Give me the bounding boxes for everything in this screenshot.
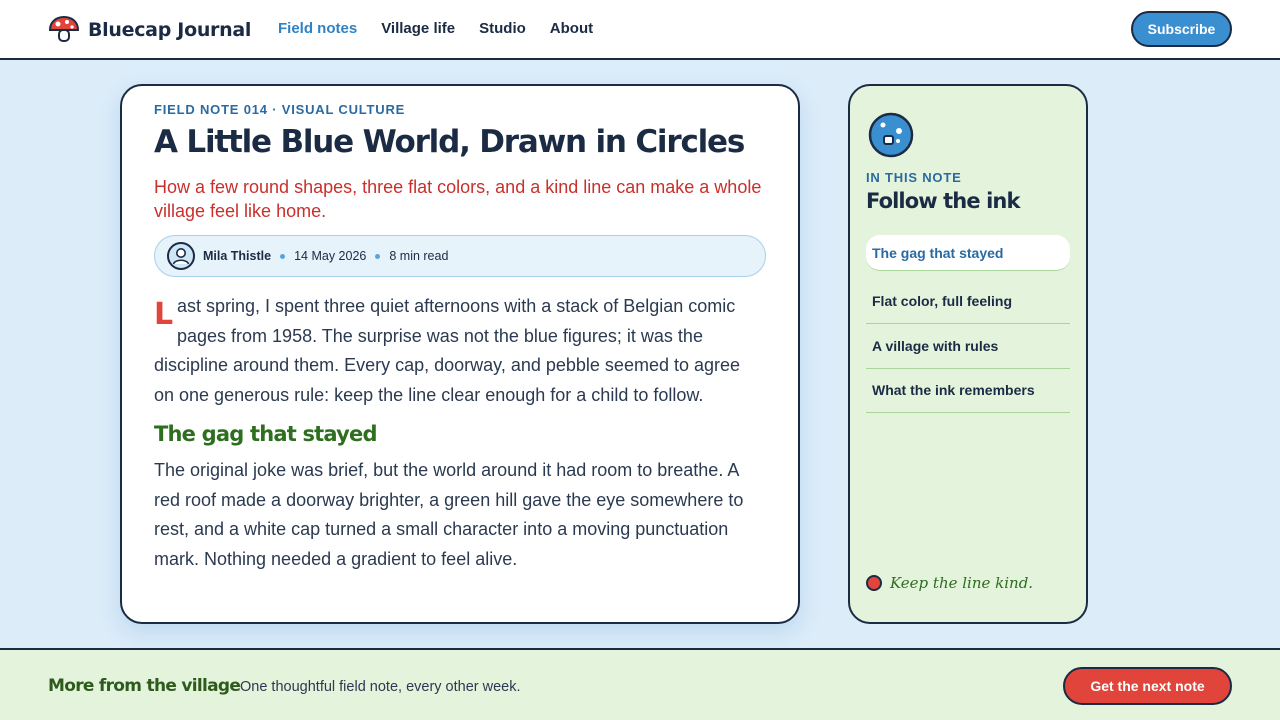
subscribe-button[interactable]: Subscribe: [1131, 11, 1232, 47]
brand-name[interactable]: Bluecap Journal: [88, 19, 252, 41]
article-card: [120, 84, 800, 624]
footer-title: More from the village: [48, 676, 241, 696]
sidebar-title: Follow the ink: [866, 189, 1020, 213]
article-paragraph-1: [154, 292, 764, 410]
article-dek: How a few round shapes, three flat colors, and a kind line can make a whole village feel like home.: [154, 177, 762, 221]
article-title: A Little Blue World, Drawn in Circles: [154, 124, 745, 160]
publish-date: 14 May 2026: [294, 249, 367, 263]
byline: [154, 235, 766, 277]
footer-tagline: One thoughtful field note, every other week.: [240, 679, 521, 695]
article-kicker: FIELD NOTE 014 · VISUAL CULTURE: [154, 102, 406, 117]
separator-dot: [375, 254, 380, 259]
blue-face-icon: [868, 112, 914, 158]
paragraph-continued: discipline around them. Every cap, doorway, and pebble seemed to agree on one generous rule: keep the line clear enough for a child to follow.: [154, 355, 741, 405]
nav-village-life[interactable]: Village life: [381, 20, 456, 37]
nav-about[interactable]: About: [549, 20, 594, 37]
top-bar: [0, 0, 1280, 60]
toc-list: [866, 235, 1070, 413]
sidebar-note: [866, 574, 1033, 592]
drop-cap: L: [154, 297, 174, 332]
nav-field-notes[interactable]: Field notes: [278, 20, 358, 37]
user-avatar-icon[interactable]: [167, 242, 195, 270]
mushroom-icon: [48, 16, 80, 44]
footer-bar: [0, 648, 1280, 720]
main-nav: [278, 20, 593, 37]
toc-item-flat-color[interactable]: Flat color, full feeling: [866, 280, 1070, 325]
author-name[interactable]: Mila Thistle: [203, 249, 272, 263]
brand[interactable]: [48, 15, 251, 45]
sidebar-toc: [848, 84, 1088, 624]
get-next-note-button[interactable]: Get the next note: [1063, 667, 1232, 705]
paragraph-opening: ast spring, I spent three quiet afternoons with a stack of Belgian comic pages from 1958. The surprise was not the blue figures; it was the: [177, 296, 736, 346]
read-time: 8 min read: [389, 249, 449, 263]
section-heading: The gag that stayed: [154, 422, 377, 446]
red-dot-icon: [866, 575, 882, 591]
separator-dot: [280, 254, 285, 259]
toc-item-village-rules[interactable]: A village with rules: [866, 324, 1070, 369]
toc-item-gag[interactable]: The gag that stayed: [866, 235, 1070, 271]
nav-studio[interactable]: Studio: [479, 20, 526, 37]
sidebar-kicker: IN THIS NOTE: [866, 170, 962, 185]
note-text: Keep the line kind.: [890, 574, 1034, 592]
toc-item-ink-remembers[interactable]: What the ink remembers: [866, 369, 1070, 414]
article-paragraph-2: The original joke was brief, but the world around it had room to breathe. A red roof made a doorway brighter, a green hill gave the eye somewhere to rest, and a white cap turned a small character into a moving punctuation mark. Nothing needed a gradient to feel alive.: [154, 460, 744, 569]
